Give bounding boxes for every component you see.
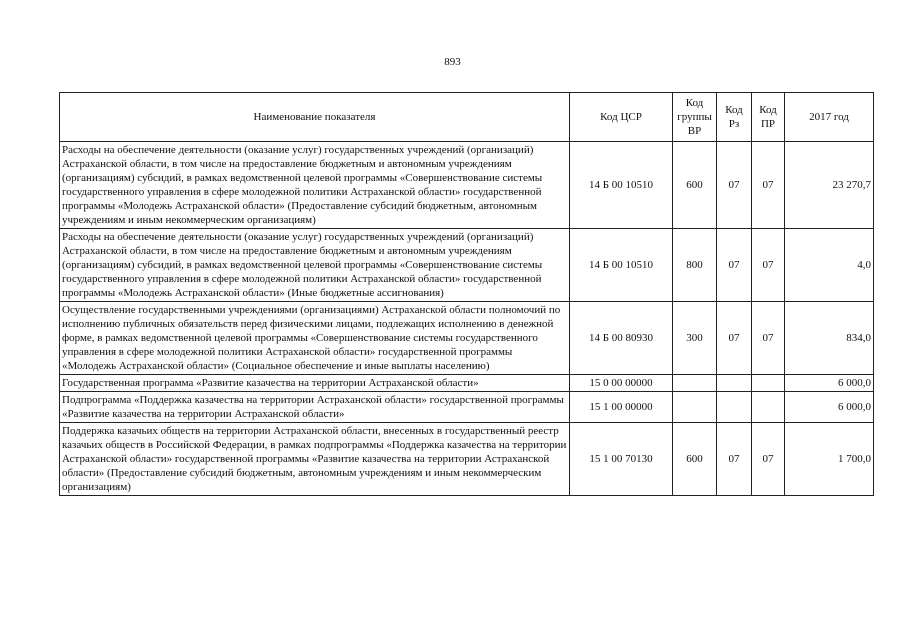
row-pr-code xyxy=(752,392,785,423)
table-row xyxy=(60,229,874,302)
row-rz-code xyxy=(717,375,752,392)
table-row xyxy=(60,302,874,375)
table-row xyxy=(60,142,874,229)
row-rz-code: 07 xyxy=(717,142,752,229)
table-row xyxy=(60,392,874,423)
row-vr-code xyxy=(673,375,717,392)
row-name: Осуществление государственными учреждениями (организациями) Астраханской области полномочий по исполнению публичных обязательств перед физическими лицами, подлежащих исполнению в денежной форме, в рамках ведомственной целевой программы «Совершенствование системы государственного управления в сфере молодежной политики Астраханской области» государственной программы «Молодежь Астраханской области» (Социальное обеспечение и иные выплаты населению) xyxy=(60,302,570,375)
row-pr-code: 07 xyxy=(752,423,785,496)
row-csr-code: 14 Б 00 10510 xyxy=(570,142,673,229)
table-row xyxy=(60,423,874,496)
row-rz-code xyxy=(717,392,752,423)
row-amount: 4,0 xyxy=(785,229,874,302)
page-number: 893 xyxy=(444,56,461,68)
row-vr-code: 300 xyxy=(673,302,717,375)
row-amount: 6 000,0 xyxy=(785,392,874,423)
row-rz-code: 07 xyxy=(717,302,752,375)
row-csr-code: 14 Б 00 80930 xyxy=(570,302,673,375)
row-rz-code: 07 xyxy=(717,423,752,496)
row-rz-code: 07 xyxy=(717,229,752,302)
row-name: Расходы на обеспечение деятельности (оказание услуг) государственных учреждений (организаций) Астраханской области, в том числе на предоставление бюджетным и автономным учреждениям (организациям) субсидий, в рамках ведомственной целевой программы «Совершенствование системы государственного управления в сфере молодежной политики Астраханской области» государственной программы «Молодежь Астраханской области» (Предоставление субсидий бюджетным, автономным учреждениям и иным некоммерческим организациям) xyxy=(60,142,570,229)
row-name: Расходы на обеспечение деятельности (оказание услуг) государственных учреждений (организаций) Астраханской области, в том числе на предоставление бюджетным и автономным учреждениям (организациям) субсидий, в рамках ведомственной целевой программы «Совершенствование системы государственного управления в сфере молодежной политики Астраханской области» государственной программы «Молодежь Астраханской области» (Иные бюджетные ассигнования) xyxy=(60,229,570,302)
row-amount: 834,0 xyxy=(785,302,874,375)
row-name: Государственная программа «Развитие казачества на территории Астраханской области» xyxy=(60,375,570,392)
row-name: Поддержка казачьих обществ на территории Астраханской области, внесенных в государственный реестр казачьих обществ в Российской Федерации, в рамках подпрограммы «Поддержка казачества на территории Астраханской области» государственной программы «Развитие казачества на территории Астраханской области» (Предоставление субсидий бюджетным, автономным учреждениям и иным некоммерческим организациям) xyxy=(60,423,570,496)
row-pr-code: 07 xyxy=(752,142,785,229)
table-row xyxy=(60,375,874,392)
row-amount: 1 700,0 xyxy=(785,423,874,496)
row-csr-code: 14 Б 00 10510 xyxy=(570,229,673,302)
header-pr-code: Код ПР xyxy=(752,93,785,142)
row-csr-code: 15 1 00 70130 xyxy=(570,423,673,496)
table-header-row xyxy=(60,93,874,142)
header-rz-code: Код Рз xyxy=(717,93,752,142)
row-vr-code: 600 xyxy=(673,142,717,229)
header-name: Наименование показателя xyxy=(60,93,570,142)
row-csr-code: 15 1 00 00000 xyxy=(570,392,673,423)
header-year-2017: 2017 год xyxy=(785,93,874,142)
row-name: Подпрограмма «Поддержка казачества на территории Астраханской области» государственной программы «Развитие казачества на территории Астраханской области» xyxy=(60,392,570,423)
budget-table xyxy=(59,92,874,496)
row-pr-code: 07 xyxy=(752,229,785,302)
row-vr-code: 600 xyxy=(673,423,717,496)
row-vr-code: 800 xyxy=(673,229,717,302)
row-pr-code: 07 xyxy=(752,302,785,375)
row-pr-code xyxy=(752,375,785,392)
row-vr-code xyxy=(673,392,717,423)
row-amount: 6 000,0 xyxy=(785,375,874,392)
row-csr-code: 15 0 00 00000 xyxy=(570,375,673,392)
header-vr-code: Код группы ВР xyxy=(673,93,717,142)
header-csr-code: Код ЦСР xyxy=(570,93,673,142)
row-amount: 23 270,7 xyxy=(785,142,874,229)
